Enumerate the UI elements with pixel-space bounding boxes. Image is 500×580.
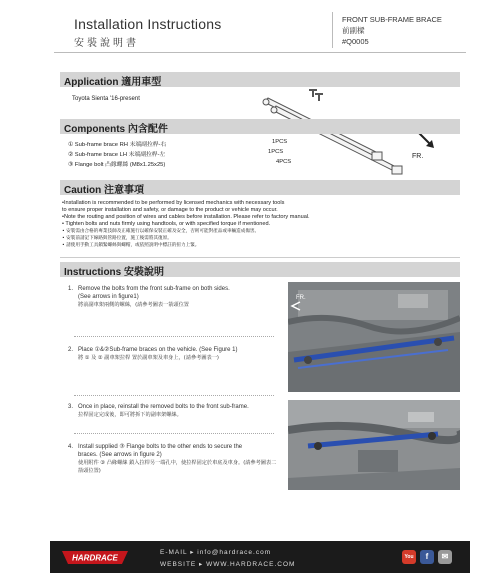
step-text: Install supplied ③ Flange bolts to the other ends to secure the	[78, 444, 243, 450]
step-text-zh: 拉桿固定完成後，即可將拆下的副車架螺絲。	[78, 412, 182, 418]
caution-line: •Note the routing and position of wires and cables before installation. Please refer to factory manual.	[62, 214, 310, 220]
header-rule	[54, 52, 466, 53]
step-text: braces. (See arrows in figure 2)	[78, 452, 162, 458]
caution-heading: Caution 注意事項	[64, 185, 144, 196]
step-divider	[74, 395, 274, 396]
caution-line-zh: • 安裝需由合格的專業技師及正確施行以確保安裝正確及安全，否則可能對產品或車輛造成傷害。	[62, 229, 260, 234]
document-title: Installation Instructions	[74, 16, 222, 32]
header-divider	[332, 12, 333, 48]
document-title-zh: 安裝說明書	[74, 38, 139, 49]
component-item: ① Sub-frame brace RH 末端副拉桿-右	[68, 142, 167, 148]
step-text-zh: 使用附件 ③ 凸緣螺絲 鎖入拉桿另一端孔中，使拉桿固定於車底及車身。(請參考圖表二箭頭位置)	[78, 460, 277, 474]
vehicle-fitment: Toyota Sienta '16-present	[72, 96, 140, 102]
components-bar	[60, 119, 460, 134]
instructions-bar	[60, 262, 460, 277]
footer	[50, 541, 470, 573]
component-item: ③ Flange bolt 凸緣螺絲 (M8x1.25x25)	[68, 162, 166, 168]
contact-email[interactable]: E-MAIL ▸ info@hardrace.com	[160, 549, 272, 556]
caution-line: to ensure proper installation and safety, or damage to the product or vehicle may occur.	[62, 207, 278, 213]
step-text: Place ①&②Sub-frame braces on the vehicle. (See Figure 1)	[78, 347, 238, 353]
step-number: 2.	[68, 347, 74, 353]
step-number: 3.	[68, 404, 74, 410]
product-info	[342, 14, 442, 47]
step-text-zh: 將前副車架兩側的螺絲，(請參考圖表一箭頭位置	[78, 302, 189, 308]
brace-bracket-lh	[392, 166, 402, 174]
brace-end-rh	[263, 99, 269, 105]
step-text: (See arrows in figure1)	[78, 294, 139, 300]
component-item: ② Sub-frame brace LH 末端副拉桿-左	[68, 152, 166, 158]
instruction-step-3	[68, 403, 288, 419]
component-qty: 4PCS	[276, 159, 292, 165]
instruction-step-2	[68, 346, 288, 362]
product-name-zh: 前副樑	[342, 26, 365, 35]
component-qty: 1PCS	[268, 149, 284, 155]
step-text-zh: 將 ① 及 ② 副車架拉桿 置於副車架及車身上，(請參考圖表一)	[78, 355, 219, 361]
step-divider	[74, 336, 274, 337]
brace-bracket-rh	[372, 152, 382, 160]
facebook-icon[interactable]: f	[420, 550, 434, 564]
step-number: 1.	[68, 286, 74, 292]
instruction-step-1	[68, 285, 288, 309]
step-divider	[74, 433, 274, 434]
caution-line: • Tighten bolts and nuts firmly using handtools, or with specified torque if mentioned.	[62, 221, 271, 227]
figure-1-front-label: FR.	[296, 295, 306, 301]
section-separator	[60, 257, 460, 258]
instruction-step-4	[68, 443, 288, 475]
step-text: Once in place, reinstall the removed bolts to the front sub-frame.	[78, 404, 249, 410]
hardrace-logo	[60, 549, 130, 566]
components-heading: Components 內含配件	[64, 124, 168, 135]
step-text: Remove the bolts from the front sub-frame on both sides.	[78, 286, 230, 292]
brand-name: HARDRACE	[72, 553, 118, 563]
youtube-icon[interactable]: You	[402, 550, 416, 564]
caution-line: •Installation is recommended to be performed by licensed mechanics with necessary tools	[62, 200, 285, 206]
contact-info	[160, 547, 295, 571]
front-label: FR.	[412, 153, 424, 160]
part-number: #Q0005	[342, 37, 369, 46]
figure-1-photo	[288, 282, 460, 392]
caution-line-zh: • 請使用手動工具鎖緊螺絲與螺帽，或依照說明中標註的扭力上緊。	[62, 243, 200, 248]
application-heading: Application 適用車型	[64, 77, 162, 88]
instruction-sheet	[50, 10, 470, 570]
caution-bar	[60, 180, 460, 195]
wechat-icon[interactable]: ✉	[438, 550, 452, 564]
flange-bolts-drawing	[309, 89, 323, 101]
step-number: 4.	[68, 444, 74, 450]
figure-2-photo	[288, 400, 460, 490]
product-name: FRONT SUB-FRAME BRACE	[342, 15, 442, 24]
contact-website[interactable]: WEBSITE ▸ WWW.HARDRACE.COM	[160, 561, 296, 568]
component-qty: 1PCS	[272, 139, 288, 145]
front-direction-arrow	[418, 132, 434, 148]
instructions-heading: Instructions 安裝說明	[64, 267, 165, 278]
caution-line-zh: • 安裝前請記下線路與管路位置，施工後需將其復原。	[62, 236, 172, 241]
brace-end-lh	[271, 107, 277, 113]
